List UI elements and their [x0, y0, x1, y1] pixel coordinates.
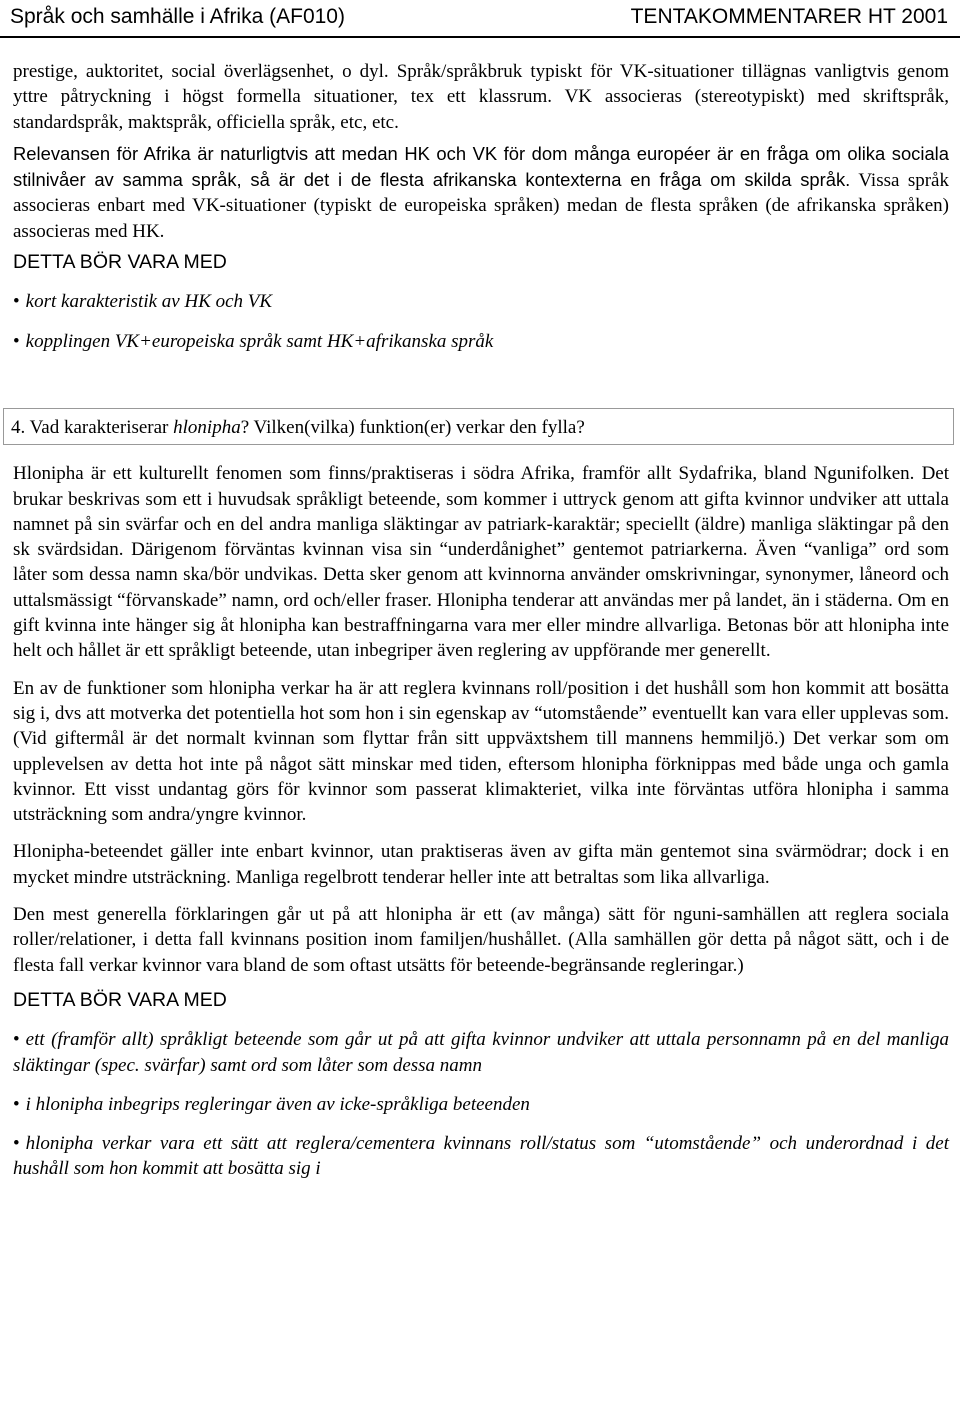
question-suffix: ? Vilken(vilka) funktion(er) verkar den fylla?	[240, 416, 585, 438]
bullet-icon: •	[13, 291, 20, 313]
bullet-text: ett (framför allt) språkligt beteende som går ut på att gifta kvinnor undviker att uttala personnamn på en del manliga släktingar (spec. svärfar) samt ord som låter som dessa namn	[13, 1029, 949, 1076]
bullet-icon: •	[13, 330, 20, 352]
bullet-icon: •	[13, 1093, 20, 1115]
answer-bullet-list	[13, 1027, 949, 1181]
question-prefix: 4. Vad karakteriserar	[11, 416, 174, 438]
answer-note-heading: DETTA BÖR VARA MED	[13, 988, 227, 1011]
answer-paragraph-1: Hlonipha är ett kulturellt fenomen som finns/praktiseras i södra Afrika, framför allt Sydafrika, bland Ngunifolken. Det brukar beskrivas som ett i huvudsak språkligt beteende, som kommer i uttryck genom att gifta kvinnor undviker att uttala namnet på sin svärfar och en del andra manliga släktingar av patriark-karaktär; speciellt (äldre) manliga släktingar på den sk svärdsidan. Därigenom förväntas kvinnan visa sin “underdånighet” gentemot patriarkerna. Även “vanliga” ord som låter som dessa namn ska/bör undvikas. Detta sker genom att kvinnorna använder omskrivningar, synonymer, låneord och uttalsmässigt “förvanskade” namn, ord och/eller fraser. Hlonipha tenderar att användas mer på landet, än i städerna. Om en gift kvinna inte hänger sig åt hlonipha kan bestraffningarna vara mer eller mindre allvarliga. Betonas bör att hlonipha inte helt och hållet är ett språkligt beteende, utan inbegriper även reglering av uppförande mer generellt.	[13, 463, 949, 662]
bullet-text: i hlonipha inbegrips regleringar även av icke-språkliga beteenden	[25, 1093, 530, 1115]
list-item	[13, 1131, 949, 1182]
document-type: TENTAKOMMENTARER HT 2001	[630, 5, 948, 28]
intro-paragraph-2	[13, 141, 949, 244]
document-body	[13, 59, 949, 1182]
intro-paragraph-2-serif: Vissa språk associeras enbart med VK-situationer (typiskt de europeiska språken) medan de flesta språken (de afrikanska språken) associeras med HK.	[13, 170, 949, 242]
question-term: hlonipha	[173, 416, 241, 438]
list-item	[13, 1027, 949, 1078]
bullet-text: kort karakteristik av HK och VK	[25, 291, 273, 313]
bullet-text: hlonipha verkar vara ett sätt att reglera/cementera kvinnans roll/status som “utomstående” och underordnad i det hushåll som hon kommit att bosätta sig i	[13, 1133, 949, 1180]
bullet-icon: •	[13, 1133, 20, 1155]
answer-paragraph-4: Den mest generella förklaringen går ut på att hlonipha är ett (av många) sätt för nguni-samhällen att reglera sociala roller/relationer, i detta fall kvinnans position inom familjen/hushållet. (Alla samhällen gör detta på något sätt, och i de flesta fall verkar kvinnor vara bland de som oftast utsätts för beteende-begränsande regleringar.)	[13, 904, 949, 976]
list-item	[13, 1092, 949, 1117]
intro-bullet-list	[13, 289, 949, 354]
intro-note-heading: DETTA BÖR VARA MED	[13, 251, 227, 274]
course-title: Språk och samhälle i Afrika (AF010)	[10, 5, 345, 28]
page-header	[0, 0, 960, 33]
bullet-text: kopplingen VK+europeiska språk samt HK+afrikanska språk	[25, 330, 494, 352]
bullet-icon: •	[13, 1029, 20, 1051]
list-item	[13, 329, 949, 354]
list-item	[13, 289, 949, 314]
intro-paragraph-2-sans: Relevansen för Afrika är naturligtvis att medan HK och VK för dom många européer är en fråga om olika sociala stilnivåer av samma språk, så är det i de flesta afrikanska kontexterna en fråga om skilda språk.	[13, 142, 949, 191]
answer-paragraph-3: Hlonipha-beteendet gäller inte enbart kvinnor, utan praktiseras även av gifta män gentemot sina svärmödrar; dock i en mycket mindre utsträckning. Manliga regelbrott tenderar heller inte att betraltas som lika allvarliga.	[13, 841, 949, 888]
question-box	[3, 408, 954, 445]
answer-paragraph-2: En av de funktioner som hlonipha verkar ha är att reglera kvinnans roll/position i det hushåll som hon kommit att bosätta sig i, dvs att motverka det potentiella hot som hon i sin egenskap av “utomstående” eventuellt kan vara eller upplevas som. (Vid giftermål är det normalt kvinnan som flyttar från sitt uppväxtshem till mannens hemmiljö.) Det verkar som om upplevelsen av detta hot inte på något sätt minskar med tiden, eftersom hlonipha förknippas med både unga och gamla kvinnor. Ett visst undantag görs för kvinnor som passerat klimakteriet, vilka inte förväntas utföra hlonipha i samma utsträckning som andra/yngre kvinnor.	[13, 677, 949, 826]
intro-paragraph-1: prestige, auktoritet, social överlägsenhet, o dyl. Språk/språkbruk typiskt för VK-situationer tillägnas vanligtvis genom yttre påtryckning i högst formella situationer, tex ett klassrum. VK associeras (stereotypiskt) med skriftspråk, standardspråk, maktspråk, officiella språk, etc, etc.	[13, 61, 949, 133]
header-divider	[0, 36, 960, 38]
